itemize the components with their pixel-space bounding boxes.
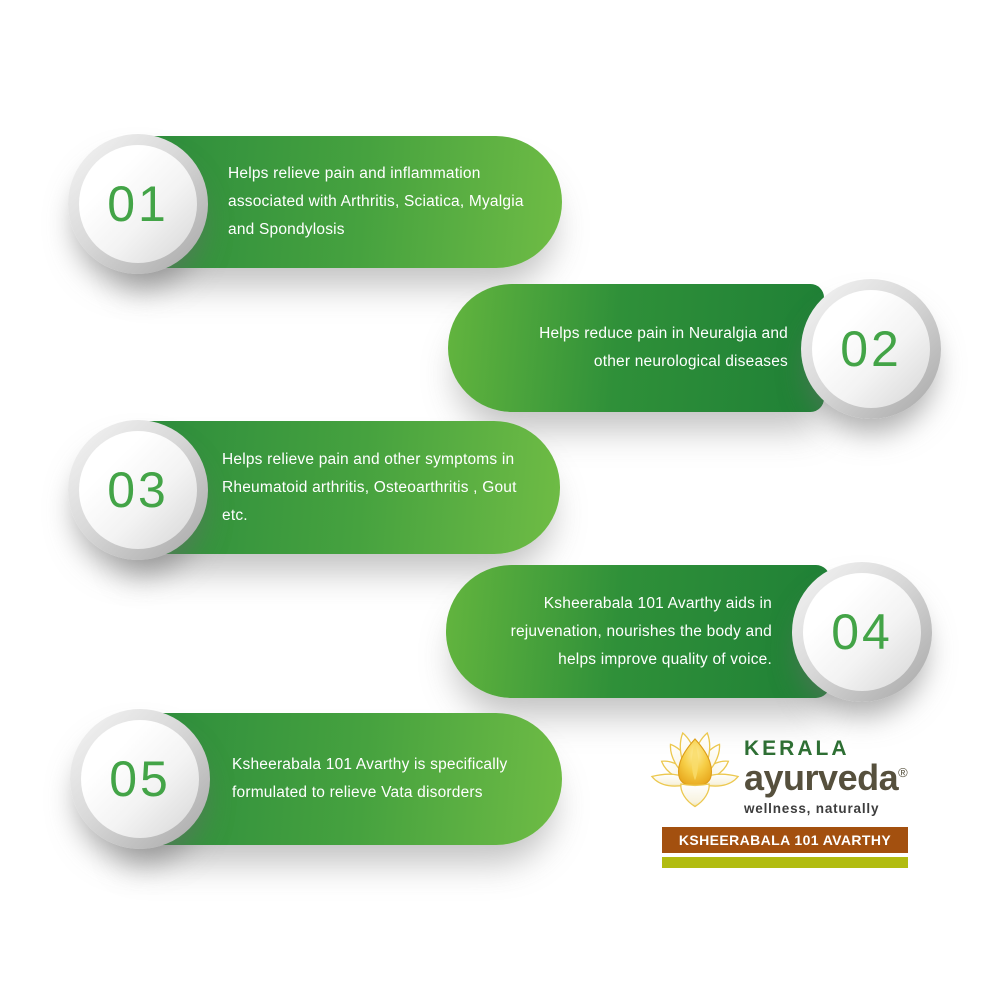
step-number-04: 04 <box>831 604 893 660</box>
step-circle-05 <box>70 709 210 849</box>
brand-ayurveda-word: ayurveda <box>744 757 899 798</box>
benefit-text-line: other neurological diseases <box>593 353 788 370</box>
step-circle-02 <box>801 279 941 419</box>
benefit-text-line: Ksheerabala 101 Avarthy aids in <box>543 594 772 612</box>
kerala-ayurveda-logo <box>648 724 910 816</box>
benefit-text-04 <box>511 590 772 674</box>
step-circle-inner <box>81 720 199 838</box>
benefit-text-line: Rheumatoid arthritis, Osteoarthritis , Gout etc. <box>222 478 517 524</box>
brand-tagline: wellness, naturally <box>744 800 880 816</box>
step-circle-04 <box>792 562 932 702</box>
benefit-text-line: Helps relieve pain and other symptoms in <box>222 450 515 468</box>
step-circle-inner <box>812 290 930 408</box>
benefit-text-line: associated with Arthritis, Sciatica, Myalgia <box>228 193 524 210</box>
benefit-text-line: helps improve quality of voice. <box>558 650 772 668</box>
benefit-pill-04 <box>446 565 830 698</box>
step-number-02: 02 <box>840 321 902 377</box>
brand-ayurveda <box>744 759 907 797</box>
benefit-text-05 <box>232 751 507 807</box>
benefit-text-line: Helps reduce pain in Neuralgia and <box>539 325 788 342</box>
step-circle-inner <box>803 573 921 691</box>
step-circle-inner <box>79 431 197 549</box>
step-circle-03 <box>68 420 208 560</box>
step-circle-inner <box>79 145 197 263</box>
benefit-text-line: Ksheerabala 101 Avarthy is specifically <box>232 756 508 773</box>
benefit-pill-02 <box>448 284 824 412</box>
benefit-text-line: Helps relieve pain and inflammation <box>228 165 481 182</box>
benefit-text-line: and Spondylosis <box>228 221 345 238</box>
benefit-text-02 <box>539 320 788 376</box>
accent-strip <box>662 857 908 868</box>
lotus-icon <box>648 724 742 814</box>
product-name-banner: KSHEERABALA 101 AVARTHY <box>662 827 908 853</box>
benefit-text-03 <box>222 446 540 530</box>
step-circle-01 <box>68 134 208 274</box>
registered-mark: ® <box>898 765 908 780</box>
benefit-text-01 <box>228 160 524 244</box>
benefit-text-line: formulated to relieve Vata disorders <box>232 784 483 801</box>
brand-kerala: KERALA <box>744 737 850 760</box>
step-number-01: 01 <box>107 176 169 232</box>
step-number-03: 03 <box>107 462 169 518</box>
step-number-05: 05 <box>109 751 171 807</box>
benefit-text-line: rejuvenation, nourishes the body and <box>510 622 772 640</box>
brand-text <box>744 738 907 816</box>
